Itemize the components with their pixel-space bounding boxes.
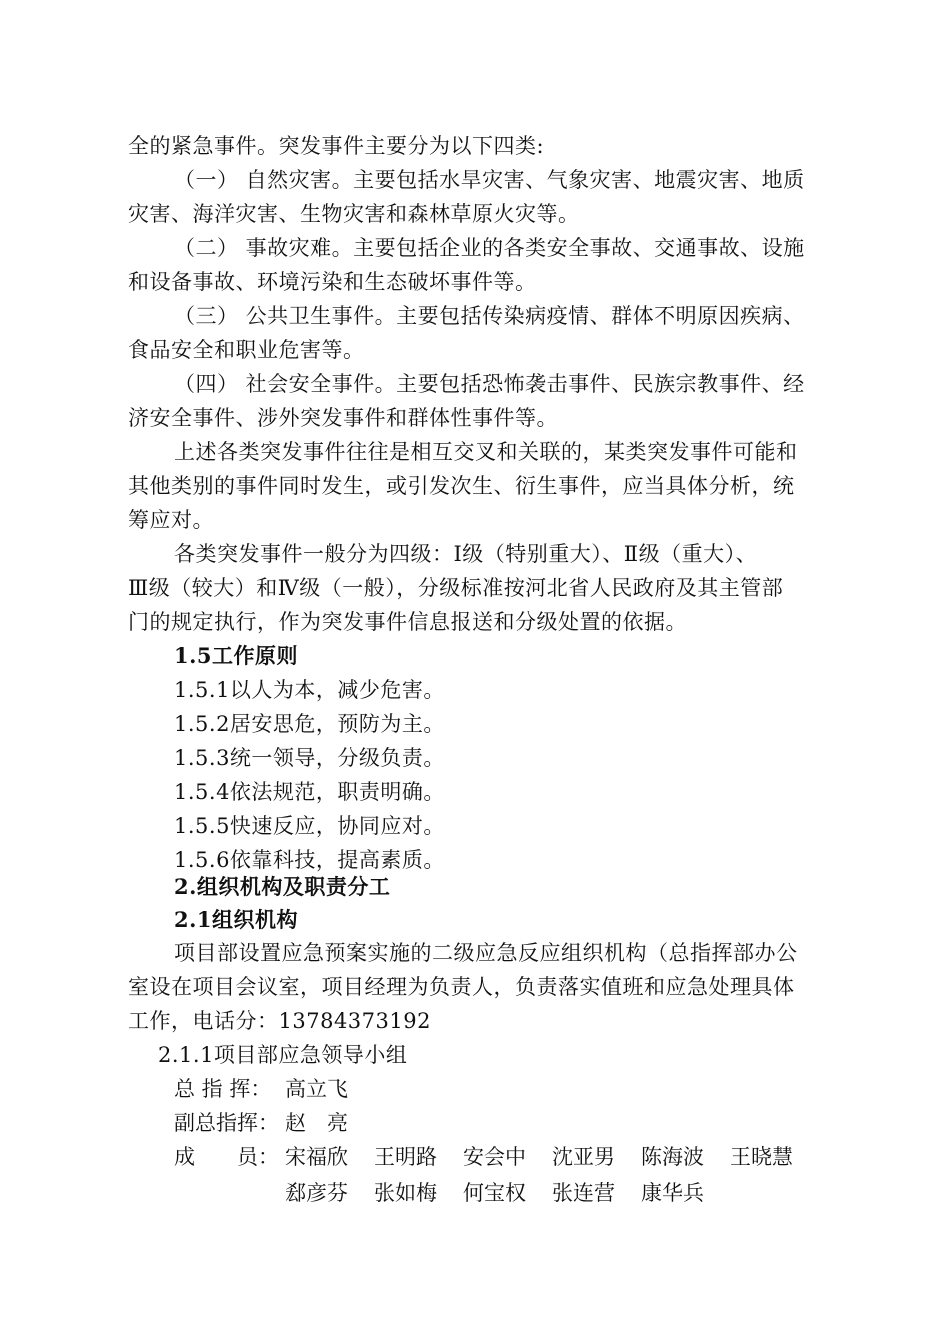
paragraph-line: 其他类别的事件同时发生，或引发次生、衍生事件，应当具体分析，统 [128,474,795,498]
member-name: 王晓慧 [730,1145,793,1169]
paragraph-line: 上述各类突发事件往往是相互交叉和关联的，某类突发事件可能和 [174,440,798,464]
section-heading: 1.5工作原则 [174,643,299,668]
chapter-heading: 2.组织机构及职责分工 [174,874,391,899]
principle-item: 1.5.4依法规范，职责明确。 [174,780,445,804]
member-name: 王明路 [374,1145,437,1169]
paragraph-line: （二） 事故灾难。主要包括企业的各类安全事故、交通事故、设施 [174,236,805,260]
member-name: 康华兵 [641,1181,704,1205]
paragraph-line: 灾害、海洋灾害、生物灾害和森林草原火灾等。 [128,202,580,226]
member-name: 宋福欣 [285,1145,348,1169]
principle-item: 1.5.3统一领导，分级负责。 [174,746,445,770]
subsection-heading: 2.1.1项目部应急领导小组 [158,1043,408,1067]
member-name: 沈亚男 [552,1145,615,1169]
paragraph-line: 工作，电话分：13784373192 [128,1009,431,1033]
paragraph-line: 济安全事件、涉外突发事件和群体性事件等。 [128,406,558,430]
paragraph-line: 项目部设置应急预案实施的二级应急反应组织机构（总指挥部办公 [174,941,798,965]
member-name: 张连营 [552,1181,615,1205]
paragraph-line: 门的规定执行，作为突发事件信息报送和分级处置的依据。 [128,610,687,634]
paragraph-line: 食品安全和职业危害等。 [128,338,365,362]
member-name: 郄彦芬 [285,1181,348,1205]
commander-name: 高立飞 [285,1077,348,1101]
deputy-name: 赵 亮 [285,1111,348,1135]
deputy-label: 副总指挥： [174,1111,279,1135]
members-label: 成 员： [174,1145,279,1169]
principle-item: 1.5.1以人为本，减少危害。 [174,678,445,702]
paragraph-line: 和设备事故、环境污染和生态破坏事件等。 [128,270,537,294]
principle-item: 1.5.5快速反应，协同应对。 [174,814,445,838]
paragraph-line: 各类突发事件一般分为四级：Ⅰ级（特别重大）、Ⅱ级（重大）、 [174,542,758,566]
paragraph-line: 全的紧急事件。突发事件主要分为以下四类: [128,134,545,158]
member-name: 张如梅 [374,1181,437,1205]
section-heading: 2.1组织机构 [174,907,299,932]
paragraph-line: （一） 自然灾害。主要包括水旱灾害、气象灾害、地震灾害、地质 [174,168,805,192]
member-name: 何宝权 [463,1181,526,1205]
paragraph-line: 室设在项目会议室，项目经理为负责人，负责落实值班和应急处理具体 [128,975,795,999]
principle-item: 1.5.2居安思危，预防为主。 [174,712,445,736]
principle-item: 1.5.6依靠科技，提高素质。 [174,848,445,872]
paragraph-line: （四） 社会安全事件。主要包括恐怖袭击事件、民族宗教事件、经 [174,372,805,396]
commander-label: 总 指 挥： [174,1077,272,1101]
paragraph-line: 筹应对。 [128,508,214,532]
member-name: 安会中 [463,1145,526,1169]
member-name: 陈海波 [641,1145,704,1169]
paragraph-line: Ⅲ级（较大）和Ⅳ级（一般），分级标准按河北省人民政府及其主管部 [128,576,784,600]
paragraph-line: （三） 公共卫生事件。主要包括传染病疫情、群体不明原因疾病、 [174,304,805,328]
